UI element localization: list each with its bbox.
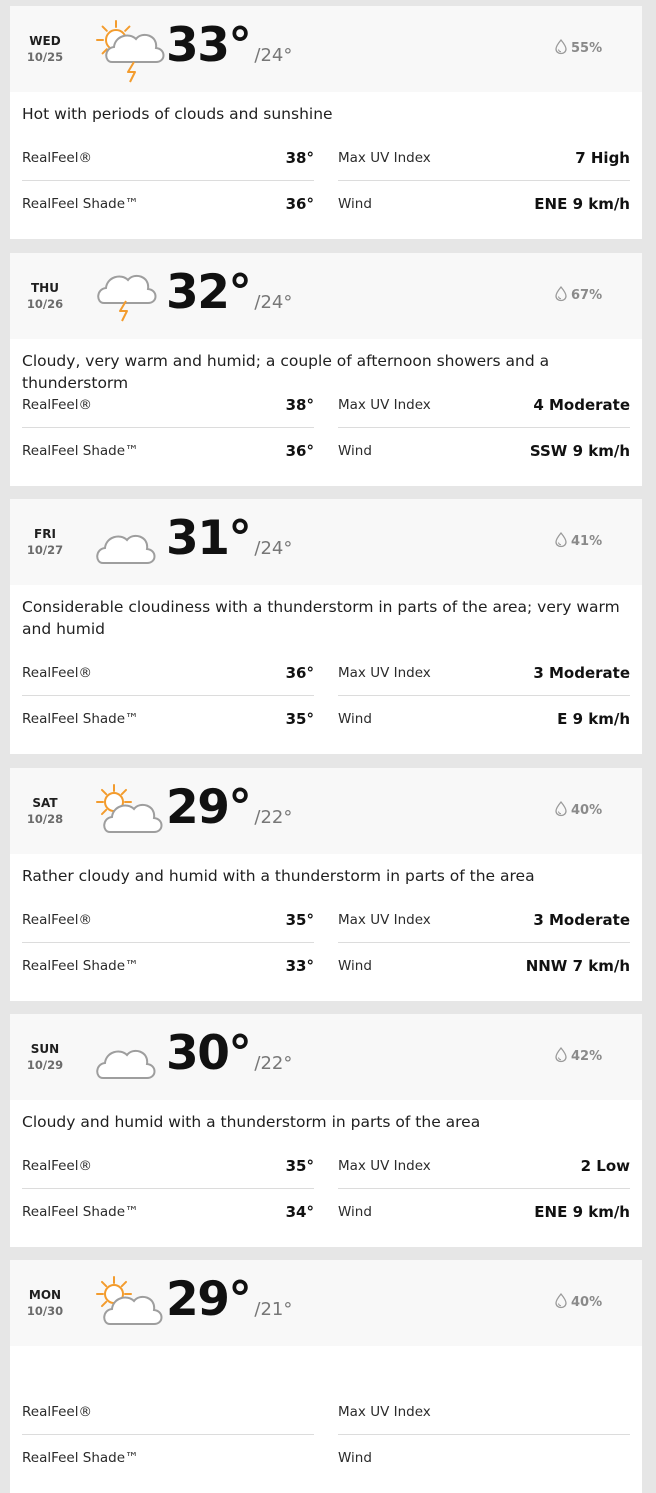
day-card[interactable] [10,768,642,1001]
low-temperature: /22° [254,1053,293,1074]
max-uv-value: 3 Moderate [533,663,630,682]
wind-label: Wind [338,443,372,459]
wind-value: E 9 km/h [557,710,630,728]
realfeel-shade-value: 35° [285,710,314,728]
max-uv-label: Max UV Index [338,1157,431,1174]
raindrop-icon [555,286,567,305]
high-temperature: 31° [166,511,251,566]
realfeel-value: 38° [285,395,314,414]
precipitation-value: 55% [571,41,603,56]
realfeel-value: 35° [285,910,314,929]
day-date [22,1287,68,1319]
high-temperature: 29° [166,1272,251,1327]
realfeel-shade-row [22,181,314,227]
realfeel-shade-value: 33° [285,957,314,975]
precipitation-probability [555,1047,602,1066]
realfeel-value: 36° [285,663,314,682]
realfeel-label: RealFeel® [22,396,92,413]
raindrop-icon [555,532,567,551]
day-date [22,526,68,558]
low-temperature: /24° [254,292,293,313]
wind-value: ENE 9 km/h [534,1203,630,1221]
realfeel-shade-value: 34° [285,1203,314,1221]
raindrop-icon [555,39,567,58]
realfeel-shade-label: RealFeel Shade™ [22,443,139,459]
max-uv-label: Max UV Index [338,911,431,928]
realfeel-value: 35° [285,1156,314,1175]
realfeel-shade-row [22,428,314,474]
high-temperature: 33° [166,18,251,73]
day-card[interactable] [10,253,642,486]
realfeel-shade-row [22,1435,314,1481]
day-of-week: WED [29,34,61,48]
day-card-header[interactable] [10,499,642,585]
day-date [22,33,68,65]
wind-row [338,1435,630,1481]
wind-label: Wind [338,1204,372,1220]
day-date [22,795,68,827]
date-number: 10/25 [26,50,64,64]
day-of-week: THU [31,281,59,295]
precipitation-value: 41% [571,534,603,549]
day-of-week: SUN [30,1042,60,1056]
wind-row [338,696,630,742]
day-of-week: FRI [34,527,56,541]
max-uv-value: 2 Low [580,1156,630,1175]
precipitation-probability [555,1293,602,1312]
cloud-icon [90,507,160,577]
realfeel-value: 38° [285,148,314,167]
realfeel-label: RealFeel® [22,664,92,681]
realfeel-row [22,382,314,428]
day-date [22,280,68,312]
low-temperature: /24° [254,538,293,559]
wind-row [338,428,630,474]
precipitation-probability [555,801,602,820]
day-card[interactable] [10,1260,642,1493]
realfeel-row [22,650,314,696]
realfeel-label: RealFeel® [22,1403,92,1420]
temperatures [166,265,292,320]
day-of-week: SAT [32,796,58,810]
high-temperature: 30° [166,1026,251,1081]
realfeel-label: RealFeel® [22,149,92,166]
realfeel-row [22,1143,314,1189]
max-uv-label: Max UV Index [338,149,431,166]
max-uv-label: Max UV Index [338,1403,431,1420]
max-uv-row [338,382,630,428]
max-uv-value: 4 Moderate [533,395,630,414]
date-number: 10/29 [26,1058,64,1072]
wind-value: NNW 7 km/h [525,957,630,975]
max-uv-row [338,1389,630,1435]
raindrop-icon [555,1047,567,1066]
realfeel-row [22,897,314,943]
wind-row [338,943,630,989]
realfeel-shade-label: RealFeel Shade™ [22,711,139,727]
forecast-phrase: Considerable cloudiness with a thunderstorm in parts of the area; very warm and humid [22,598,620,638]
max-uv-value: 7 High [575,148,630,167]
forecast-phrase: Hot with periods of clouds and sunshine [22,105,333,123]
realfeel-shade-value: 36° [285,195,314,213]
max-uv-label: Max UV Index [338,396,431,413]
wind-label: Wind [338,1450,372,1466]
precipitation-probability [555,532,602,551]
forecast-phrase: Cloudy and humid with a thunderstorm in parts of the area [22,1113,481,1131]
date-number: 10/28 [26,812,64,826]
day-card-header[interactable] [10,1014,642,1100]
day-of-week: MON [28,1288,62,1302]
temperatures [166,1272,292,1327]
day-card[interactable] [10,499,642,754]
partly-sunny-thunderstorm-icon [90,14,160,84]
wind-value: SSW 9 km/h [529,442,630,460]
wind-row [338,1189,630,1235]
low-temperature: /24° [254,45,293,66]
day-card-header[interactable] [10,6,642,92]
max-uv-label: Max UV Index [338,664,431,681]
raindrop-icon [555,1293,567,1312]
forecast-phrase: Cloudy, very warm and humid; a couple of afternoon showers and a thunderstorm [22,352,550,392]
realfeel-label: RealFeel® [22,911,92,928]
realfeel-shade-value: 36° [285,442,314,460]
precipitation-value: 40% [571,803,603,818]
high-temperature: 29° [166,780,251,835]
wind-row [338,181,630,227]
temperatures [166,1026,292,1081]
day-card[interactable] [10,6,642,239]
mostly-cloudy-sun-icon [90,776,160,846]
precipitation-probability [555,286,602,305]
precipitation-value: 40% [571,1295,603,1310]
realfeel-shade-label: RealFeel Shade™ [22,958,139,974]
temperatures [166,18,292,73]
realfeel-shade-label: RealFeel Shade™ [22,196,139,212]
precipitation-value: 42% [571,1049,603,1064]
max-uv-row [338,650,630,696]
cloud-icon [90,1022,160,1092]
temperatures [166,511,292,566]
mostly-cloudy-sun-icon [90,1268,160,1338]
realfeel-row [22,1389,314,1435]
wind-label: Wind [338,958,372,974]
max-uv-value: 3 Moderate [533,910,630,929]
realfeel-row [22,135,314,181]
wind-label: Wind [338,196,372,212]
max-uv-row [338,1143,630,1189]
realfeel-shade-label: RealFeel Shade™ [22,1204,139,1220]
temperatures [166,780,292,835]
max-uv-row [338,135,630,181]
date-number: 10/26 [26,297,64,311]
high-temperature: 32° [166,265,251,320]
forecast-phrase: Rather cloudy and humid with a thunderstorm in parts of the area [22,867,535,885]
low-temperature: /22° [254,807,293,828]
realfeel-shade-row [22,943,314,989]
realfeel-shade-row [22,1189,314,1235]
low-temperature: /21° [254,1299,293,1320]
day-date [22,1041,68,1073]
thunderstorm-cloud-icon [90,261,160,331]
max-uv-row [338,897,630,943]
precipitation-probability [555,39,602,58]
date-number: 10/27 [26,543,64,557]
realfeel-label: RealFeel® [22,1157,92,1174]
day-card[interactable] [10,1014,642,1247]
date-number: 10/30 [26,1304,64,1318]
day-card-header[interactable] [10,768,642,854]
raindrop-icon [555,801,567,820]
realfeel-shade-row [22,696,314,742]
realfeel-shade-label: RealFeel Shade™ [22,1450,139,1466]
day-card-header[interactable] [10,253,642,339]
day-card-header[interactable] [10,1260,642,1346]
wind-label: Wind [338,711,372,727]
wind-value: ENE 9 km/h [534,195,630,213]
precipitation-value: 67% [571,288,603,303]
